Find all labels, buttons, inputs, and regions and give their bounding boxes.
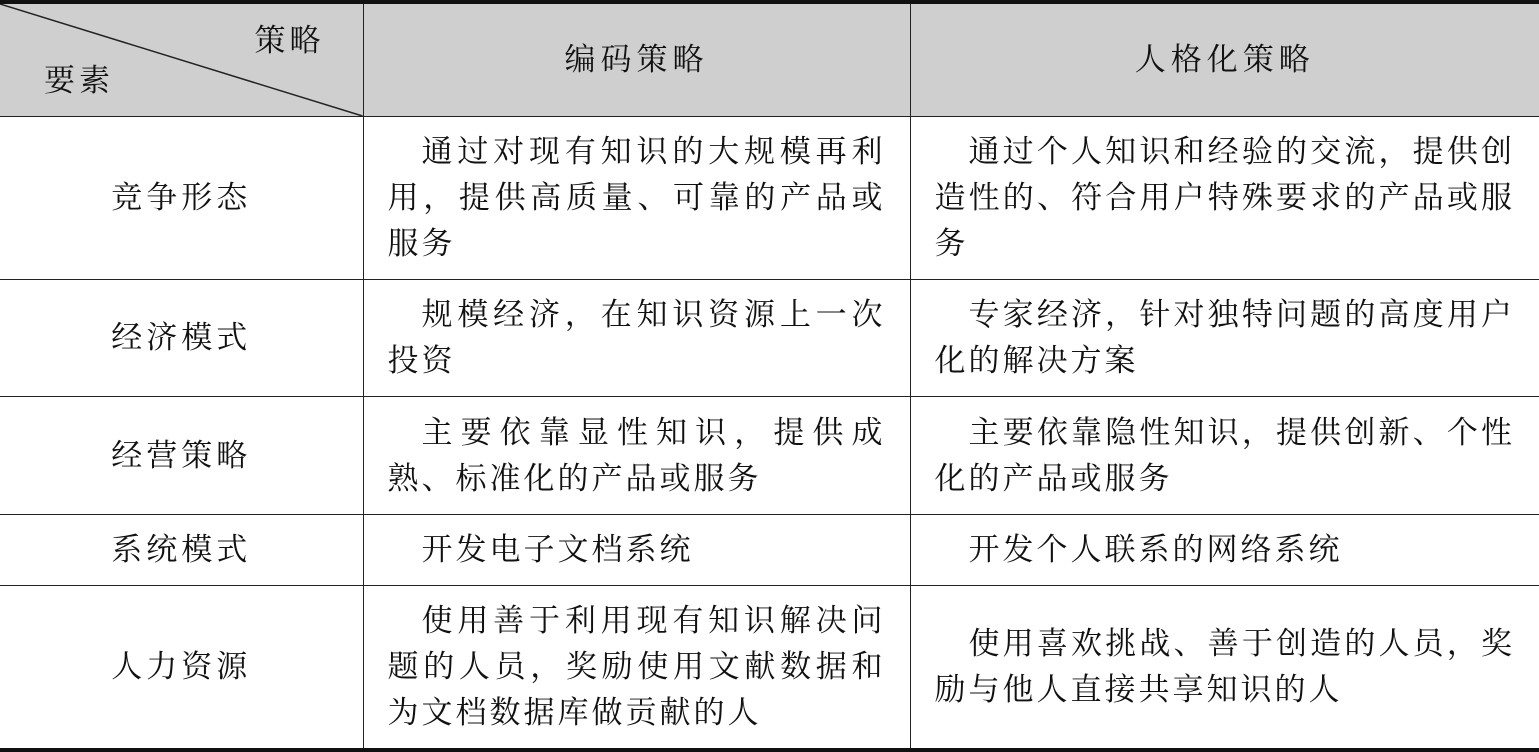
personalize-cell: [910, 397, 1539, 515]
personalize-text: 使用喜欢挑战、善于创造的人员，奖励与他人直接共享知识的人: [911, 609, 1539, 725]
personalize-cell: [910, 117, 1539, 280]
personalize-text: 主要依靠隐性知识，提供创新、个性化的产品或服务: [911, 398, 1539, 514]
codify-text: 通过对现有知识的大规模再利用，提供高质量、可靠的产品或服务: [364, 117, 910, 279]
personalize-text: 专家经济，针对独特问题的高度用户化的解决方案: [911, 280, 1539, 396]
factor-cell: 经营策略: [0, 397, 363, 515]
table-row: [0, 586, 1539, 751]
table-row: [0, 515, 1539, 586]
codify-cell: [363, 280, 910, 397]
codify-cell: [363, 515, 910, 586]
codify-cell: [363, 397, 910, 515]
factor-cell: 竞争形态: [0, 117, 363, 280]
table-row: [0, 280, 1539, 397]
header-personalization-strategy: [910, 2, 1539, 117]
codify-text: 开发电子文档系统: [364, 515, 910, 585]
codify-text: 规模经济，在知识资源上一次投资: [364, 280, 910, 396]
personalize-cell: [910, 586, 1539, 751]
corner-diagonal-cell: [0, 2, 363, 117]
factor-cell: 人力资源: [0, 586, 363, 751]
codify-cell: [363, 586, 910, 751]
personalize-cell: [910, 515, 1539, 586]
factor-cell: 经济模式: [0, 280, 363, 397]
table-row: [0, 397, 1539, 515]
personalize-text: 开发个人联系的网络系统: [911, 515, 1539, 585]
corner-label-strategy: 策略: [255, 18, 325, 64]
corner-label-factor: 要素: [44, 58, 114, 104]
header-codify-strategy: [363, 2, 910, 117]
factor-cell: 系统模式: [0, 515, 363, 586]
codify-text: 主要依靠显性知识，提供成熟、标准化的产品或服务: [364, 398, 910, 514]
codify-text: 使用善于利用现有知识解决问题的人员，奖励使用文献数据和为文档数据库做贡献的人: [364, 586, 910, 748]
personalize-cell: [910, 280, 1539, 397]
table-row: [0, 117, 1539, 280]
header-personalization-label: 人格化策略: [911, 37, 1539, 83]
header-codify-label: 编码策略: [364, 37, 910, 83]
codify-cell: [363, 117, 910, 280]
personalize-text: 通过个人知识和经验的交流，提供创造性的、符合用户特殊要求的产品或服务: [911, 117, 1539, 279]
header-row: [0, 2, 1539, 117]
